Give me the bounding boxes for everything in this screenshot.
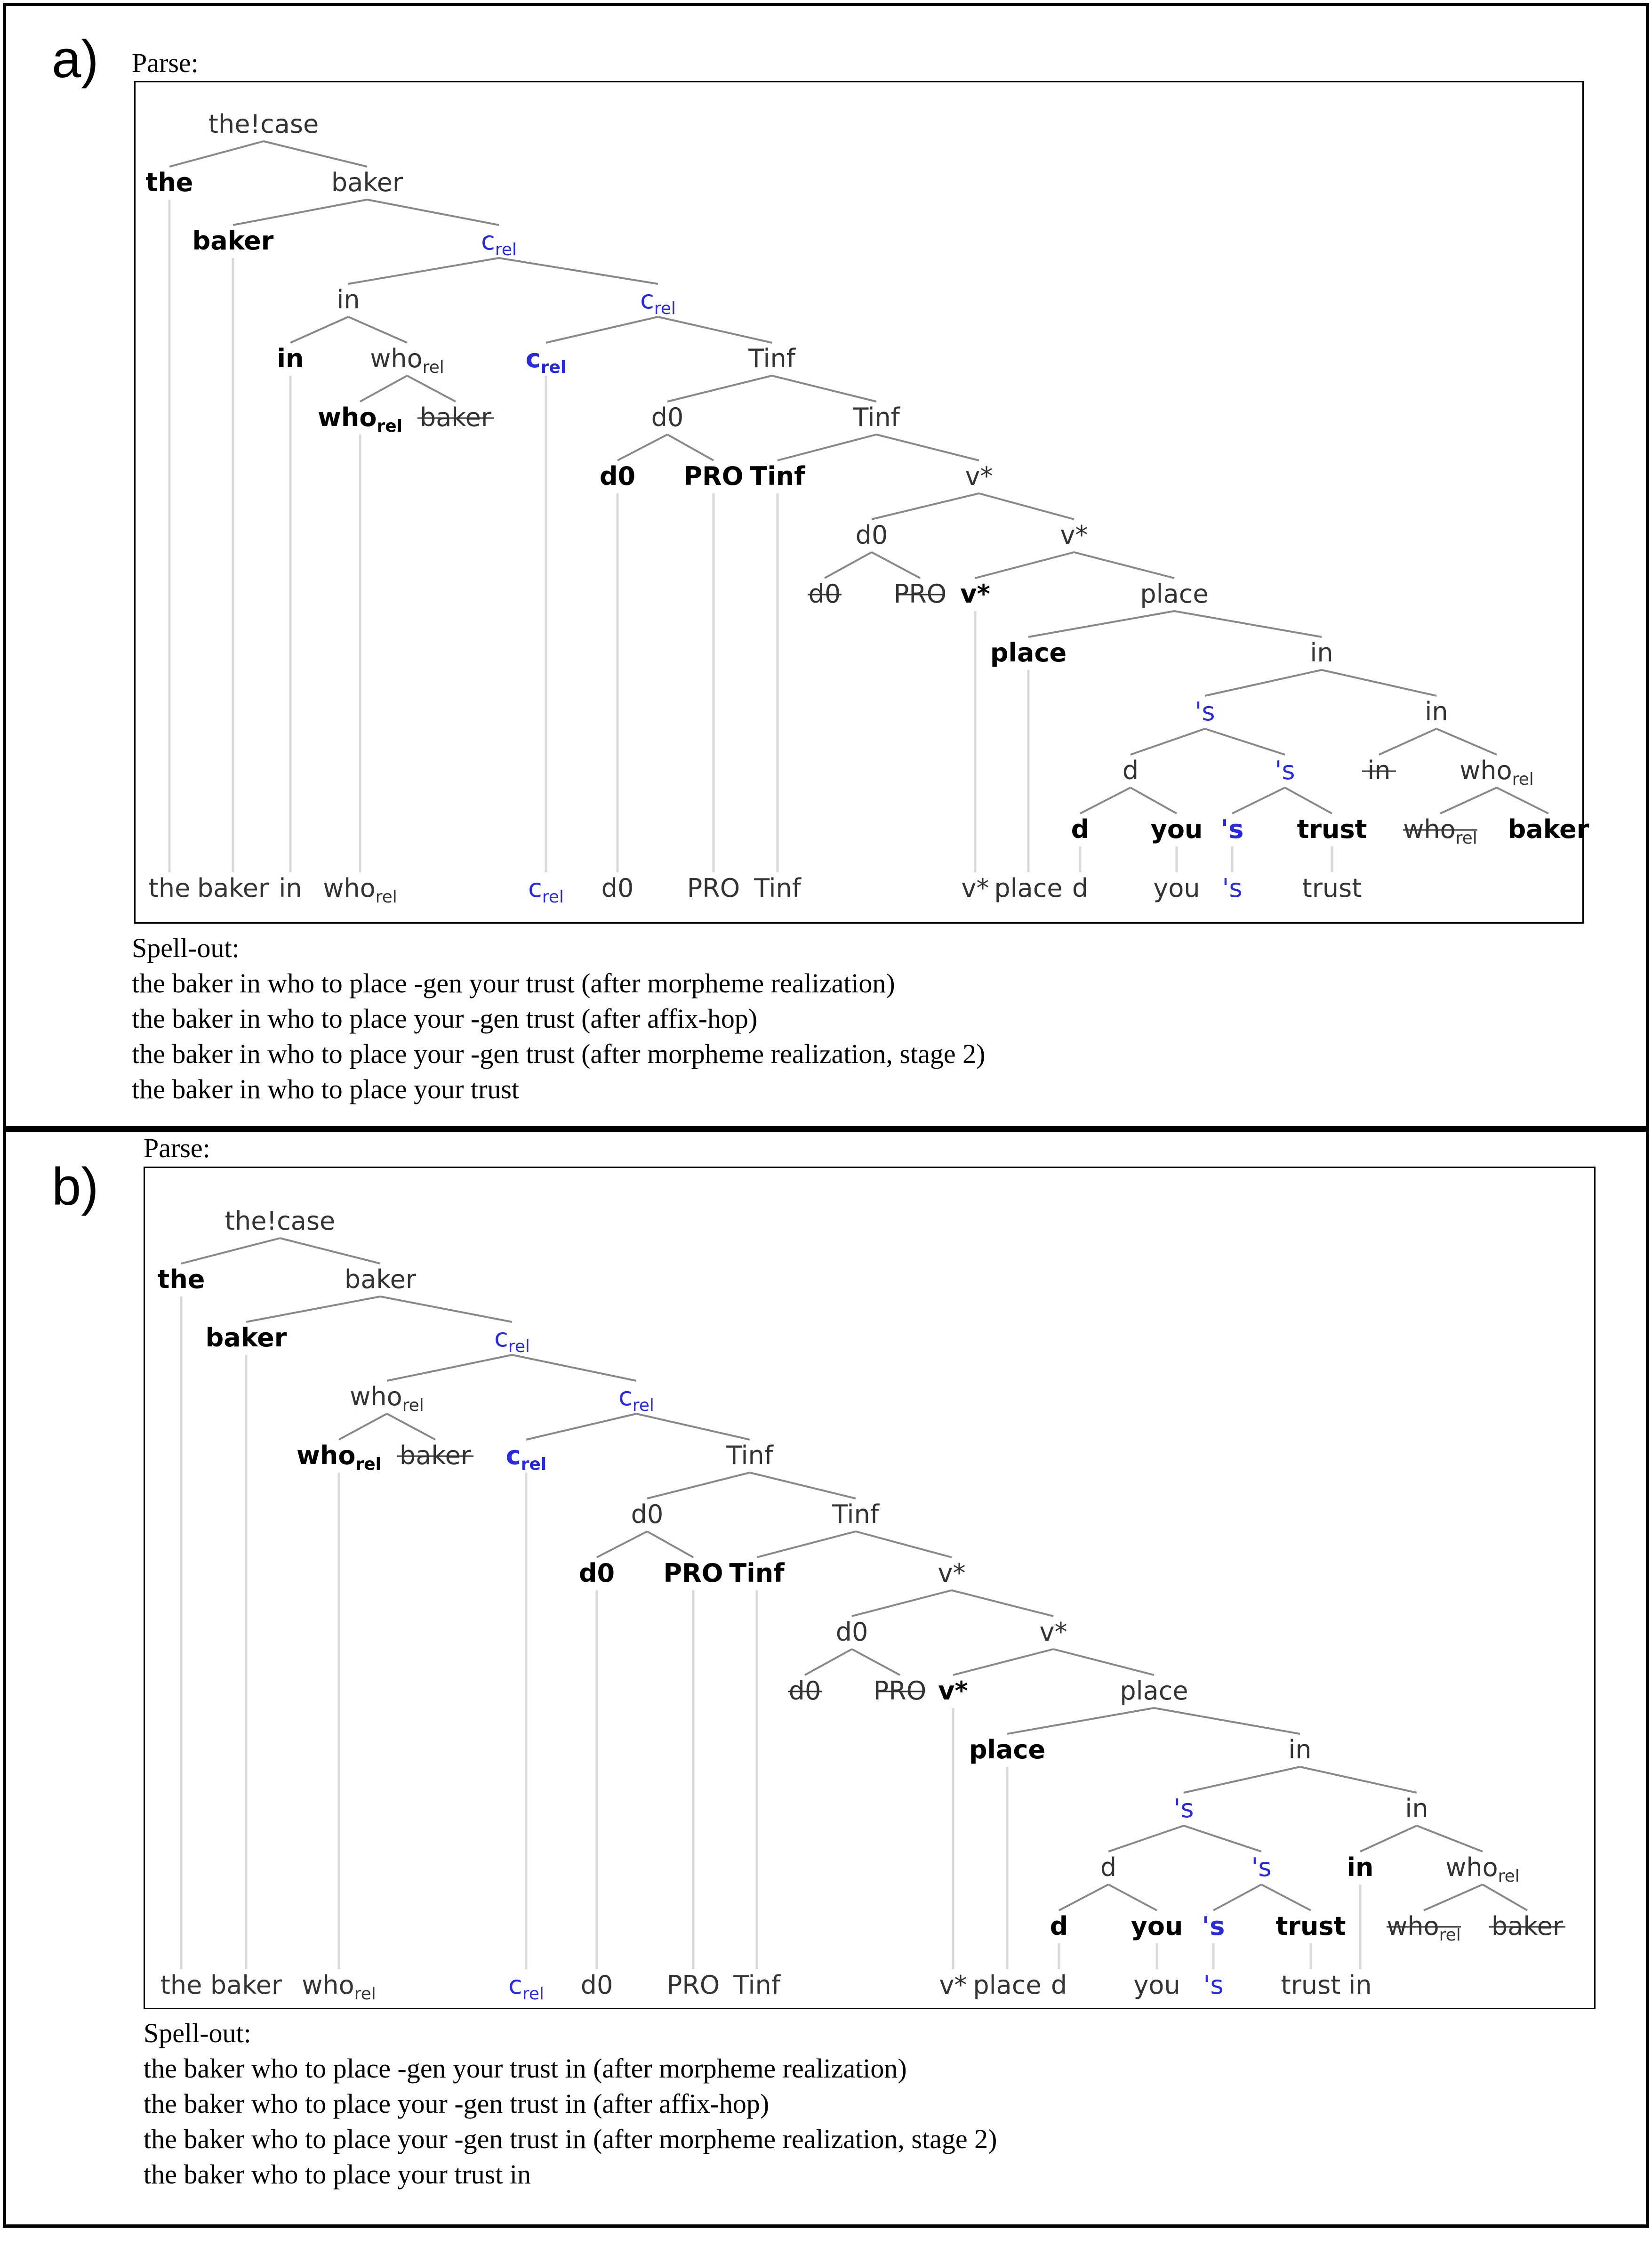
tree-node-pro2 <box>874 1676 927 1706</box>
svg-text:in: in <box>1425 697 1448 726</box>
tree-node-baker2 <box>192 226 274 256</box>
svg-text:baker: baker <box>1491 1911 1564 1941</box>
svg-text:Tinf: Tinf <box>733 1970 780 2000</box>
tree-edge <box>778 435 876 460</box>
tree-node-root <box>209 109 319 139</box>
svg-text:'s: 's <box>1202 1911 1225 1941</box>
tree-edge <box>181 1238 280 1264</box>
tree-node-s1 <box>1195 697 1215 726</box>
panel-b-spellout-line-1: the baker who to place -gen your trust in (after morpheme realization) <box>144 2053 907 2084</box>
svg-text:crel: $c_{rel}$ <box>528 873 564 907</box>
svg-text:place: place <box>973 1970 1042 2000</box>
leaf-l_baker <box>197 873 269 903</box>
tree-node-v1 <box>965 461 993 491</box>
svg-text:the: the <box>145 168 193 197</box>
tree-edge <box>1108 1885 1157 1910</box>
tree-node-d01 <box>631 1499 664 1529</box>
tree-node-bakerS <box>417 403 494 432</box>
tree-node-pro1 <box>683 461 743 491</box>
leaf-l_tinf <box>754 873 802 903</box>
tree-node-tinf2 <box>852 403 901 432</box>
svg-text:whorel: who$_{rel}$ <box>1387 1911 1461 1945</box>
leaf-l_who <box>323 873 397 907</box>
tree-edge <box>617 435 667 460</box>
svg-text:the: the <box>148 873 191 903</box>
tree-node-baker3 <box>1508 814 1589 844</box>
svg-text:trust: trust <box>1281 1970 1341 2000</box>
svg-text:crel: $c_{rel}$ <box>481 226 517 259</box>
leaf-l_baker <box>210 1970 282 2000</box>
tree-node-in1 <box>337 285 360 314</box>
tree-node-in4 <box>1425 697 1448 726</box>
svg-text:d: d <box>1071 814 1090 844</box>
tree-edge <box>852 1649 900 1675</box>
tree-edge <box>872 493 979 519</box>
leaf-l_you <box>1153 873 1200 903</box>
leaf-l_s <box>1222 873 1243 903</box>
tree-edge <box>952 1590 1053 1616</box>
tree-edge <box>953 1649 1053 1675</box>
tree-node-v2 <box>1040 1617 1067 1647</box>
leaf-l_pro <box>687 873 740 903</box>
tree-node-who3 <box>1460 756 1534 789</box>
tree-edge <box>407 376 456 402</box>
tree-edge <box>1322 670 1436 696</box>
tree-node-crel3 <box>506 1441 547 1474</box>
tree-edge <box>264 141 367 167</box>
tree-node-v2 <box>1060 520 1088 550</box>
tree-edge <box>876 435 979 460</box>
tree-edge <box>975 552 1074 578</box>
tree-node-bakerS <box>397 1441 473 1470</box>
svg-text:d0: d0 <box>788 1676 821 1706</box>
tree-edge <box>1059 1885 1108 1910</box>
svg-text:PRO: PRO <box>687 873 740 903</box>
svg-text:place: place <box>1140 579 1209 609</box>
leaf-l_the <box>160 1970 202 2000</box>
tree-node-tinf1 <box>748 344 796 373</box>
panel-b-spellout-label: Spell-out: <box>144 2018 251 2048</box>
tree-edge <box>1497 788 1548 813</box>
tree-edge <box>348 258 499 284</box>
panel-a-spellout-line-4: the baker in who to place your trust <box>132 1074 520 1104</box>
tree-node-d04 <box>808 579 842 609</box>
tree-edge <box>339 1414 387 1440</box>
svg-text:in: in <box>337 285 360 314</box>
svg-text:you: you <box>1133 1970 1180 2000</box>
svg-text:baker: baker <box>192 226 274 256</box>
svg-text:in: in <box>1367 756 1391 785</box>
tree-node-d02 <box>579 1558 615 1588</box>
tree-edge <box>546 317 658 343</box>
tree-edge <box>280 1238 380 1264</box>
tree-edge <box>1285 788 1332 813</box>
tree-node-d04 <box>788 1676 822 1706</box>
svg-text:Tinf: Tinf <box>832 1499 879 1529</box>
svg-text:trust: trust <box>1302 873 1362 903</box>
svg-text:you: you <box>1150 814 1203 844</box>
tree-node-d03 <box>856 520 888 550</box>
tree-edge <box>979 493 1074 519</box>
tree-edge <box>1080 788 1131 813</box>
svg-text:place: place <box>994 873 1063 903</box>
svg-text:baker: baker <box>1508 814 1589 844</box>
tree-node-the <box>146 168 193 197</box>
tree-edge <box>1131 729 1205 755</box>
tree-node-baker1 <box>345 1264 417 1294</box>
svg-text:you: you <box>1131 1911 1183 1941</box>
svg-text:'s: 's <box>1203 1970 1224 2000</box>
tree-edge <box>1436 729 1497 755</box>
tree-edge <box>1213 1885 1261 1910</box>
panel-b-spellout-line-3: the baker who to place your -gen trust in (after morpheme realization, stage 2) <box>144 2124 997 2154</box>
tree-node-trust <box>1297 814 1367 844</box>
tree-node-tinf3 <box>729 1558 785 1588</box>
svg-text:PRO: PRO <box>666 1970 720 2000</box>
svg-text:d0: d0 <box>808 579 841 609</box>
svg-text:Tinf: Tinf <box>750 461 805 491</box>
svg-text:whorel: who$_{rel}$ <box>1403 814 1477 848</box>
tree-node-crel2 <box>640 285 676 318</box>
leaf-l_d <box>1072 873 1088 903</box>
svg-text:the!case: the!case <box>208 109 319 139</box>
tree-edge <box>1174 611 1322 637</box>
tree-node-who1 <box>370 344 444 377</box>
tree-node-the <box>158 1264 205 1294</box>
tree-node-in5 <box>1347 1852 1374 1882</box>
leaf-l_the <box>149 873 191 903</box>
svg-text:Tinf: Tinf <box>726 1441 773 1470</box>
svg-text:d0: d0 <box>580 1970 613 2000</box>
svg-text:place: place <box>1120 1676 1188 1706</box>
tree-node-s2 <box>1251 1852 1272 1882</box>
svg-text:d: d <box>1050 1911 1068 1941</box>
tree-node-place1 <box>1140 579 1208 609</box>
tree-edge <box>658 317 772 343</box>
tree-edge <box>1028 611 1174 637</box>
svg-text:PRO: PRO <box>873 1676 927 1706</box>
svg-text:Tinf: Tinf <box>754 873 801 903</box>
tree-node-place2 <box>990 638 1067 668</box>
leaf-l_you <box>1133 1970 1180 2000</box>
svg-text:d0: d0 <box>651 403 684 432</box>
svg-text:v*: v* <box>939 1970 967 2000</box>
tree-node-s3 <box>1221 814 1244 844</box>
panel-b-spellout-line-2: the baker who to place your -gen trust in (after affix-hop) <box>144 2088 770 2119</box>
tree-edge <box>647 1531 693 1557</box>
svg-text:the: the <box>157 1264 205 1294</box>
svg-text:in: in <box>1288 1735 1312 1764</box>
svg-text:trust: trust <box>1275 1911 1346 1941</box>
leaf-l_s <box>1203 1970 1224 2000</box>
svg-text:PRO: PRO <box>893 579 947 609</box>
svg-text:whorel: who$_{rel}$ <box>297 1441 381 1474</box>
svg-text:v*: v* <box>965 461 993 491</box>
tree-edge <box>1074 552 1174 578</box>
tree-edge <box>872 552 920 578</box>
tree-node-tinf3 <box>750 461 805 491</box>
svg-text:'s: 's <box>1173 1794 1194 1823</box>
svg-text:PRO: PRO <box>683 461 744 491</box>
tree-edge <box>1205 729 1285 755</box>
tree-node-crel1 <box>494 1323 530 1356</box>
tree-edge <box>290 317 348 343</box>
svg-text:PRO: PRO <box>663 1558 723 1588</box>
svg-text:whorel: who$_{rel}$ <box>318 403 402 436</box>
svg-text:d: d <box>1072 873 1089 903</box>
svg-text:whorel: who$_{rel}$ <box>350 1382 424 1415</box>
tree-edge <box>1232 788 1285 813</box>
svg-text:crel: $c_{rel}$ <box>494 1323 530 1356</box>
tree-edge <box>1417 1826 1483 1852</box>
svg-text:baker: baker <box>197 873 269 903</box>
svg-text:crel: $c_{rel}$ <box>640 285 676 318</box>
tree-node-dB <box>1050 1911 1068 1941</box>
tree-node-s1 <box>1174 1794 1194 1823</box>
leaf-l_crel <box>508 1970 544 2004</box>
svg-text:baker: baker <box>399 1441 472 1470</box>
svg-text:in: in <box>1310 638 1333 668</box>
tree-edge <box>512 1355 636 1381</box>
tree-edge <box>387 1414 435 1440</box>
tree-edge <box>597 1531 647 1557</box>
svg-text:whorel: who$_{rel}$ <box>323 873 397 907</box>
tree-edge <box>805 1649 852 1675</box>
tree-node-d01 <box>651 403 684 432</box>
tree-edge <box>1261 1885 1311 1910</box>
tree-node-who1 <box>350 1382 424 1415</box>
tree-edge <box>380 1297 512 1322</box>
tree-node-dB <box>1071 814 1090 844</box>
svg-text:d0: d0 <box>599 461 636 491</box>
svg-text:baker: baker <box>210 1970 282 2000</box>
leaf-l_place <box>994 873 1062 903</box>
tree-edge <box>1360 1826 1417 1852</box>
tree-edge <box>367 200 499 225</box>
leaf-l_crel <box>528 873 564 907</box>
svg-text:whorel: who$_{rel}$ <box>370 344 444 377</box>
tree-node-who4 <box>1403 814 1477 848</box>
tree-edge <box>169 141 264 167</box>
tree-node-d03 <box>836 1617 868 1647</box>
tree-node-s2 <box>1275 756 1295 785</box>
svg-text:d: d <box>1122 756 1139 785</box>
leaf-l_v <box>939 1970 967 2000</box>
svg-text:the!case: the!case <box>225 1206 336 1236</box>
tree-node-crel1 <box>481 226 517 259</box>
tree-edge <box>1184 1826 1261 1852</box>
tree-edge <box>499 258 658 284</box>
tree-edge <box>647 1473 750 1498</box>
leaf-l_trust <box>1302 873 1362 903</box>
svg-text:'s: 's <box>1222 873 1243 903</box>
tree-node-you <box>1151 814 1203 844</box>
tree-edge <box>1205 670 1322 696</box>
tree-node-tinf1 <box>726 1441 774 1470</box>
tree-node-who3 <box>1445 1852 1520 1886</box>
svg-text:v*: v* <box>1039 1617 1067 1647</box>
svg-text:place: place <box>969 1735 1046 1764</box>
tree-edge <box>387 1355 512 1381</box>
tree-node-baker3 <box>1489 1911 1565 1941</box>
leaf-l_pro <box>667 1970 720 2000</box>
svg-text:Tinf: Tinf <box>853 403 900 432</box>
svg-text:place: place <box>990 638 1067 668</box>
tree-node-v3 <box>960 579 990 609</box>
svg-text:v*: v* <box>938 1676 968 1706</box>
tree-edge <box>772 376 876 402</box>
panel-a-spellout-line-3: the baker in who to place your -gen trust (after morpheme realization, stage 2) <box>132 1039 986 1069</box>
svg-text:in: in <box>1348 1970 1372 2000</box>
tree-node-pro2 <box>894 579 947 609</box>
leaf-l_tinf <box>733 1970 781 2000</box>
tree-edge <box>1007 1708 1154 1734</box>
tree-node-in3 <box>1288 1735 1311 1764</box>
svg-text:trust: trust <box>1297 814 1367 844</box>
leaf-l_d0 <box>601 873 634 903</box>
tree-node-crel2 <box>618 1382 654 1415</box>
svg-text:'s: 's <box>1275 756 1295 785</box>
tree-edge <box>1424 1885 1483 1910</box>
leaf-l_place <box>973 1970 1041 2000</box>
tree-node-who2 <box>318 403 402 436</box>
svg-text:in: in <box>279 873 302 903</box>
tree-node-baker2 <box>206 1323 287 1353</box>
svg-text:crel: $c_{rel}$ <box>525 344 567 377</box>
svg-text:v*: v* <box>1060 520 1088 550</box>
svg-text:crel: $c_{rel}$ <box>505 1441 547 1474</box>
svg-text:v*: v* <box>938 1558 966 1588</box>
panel-a-letter: a) <box>52 30 99 89</box>
tree-node-pro1 <box>663 1558 723 1588</box>
svg-text:d: d <box>1051 1970 1067 2000</box>
tree-node-place1 <box>1120 1676 1188 1706</box>
leaf-l_d0 <box>581 1970 613 2000</box>
tree-node-place2 <box>969 1735 1045 1764</box>
tree-node-v3 <box>938 1676 968 1706</box>
tree-node-dn <box>1100 1852 1116 1882</box>
svg-text:d0: d0 <box>601 873 634 903</box>
svg-text:whorel: who$_{rel}$ <box>302 1970 376 2004</box>
svg-text:d0: d0 <box>578 1558 615 1588</box>
tree-node-in3 <box>1310 638 1333 668</box>
tree-edge <box>233 200 367 225</box>
svg-text:baker: baker <box>331 168 403 197</box>
tree-node-you <box>1131 1911 1183 1941</box>
svg-text:v*: v* <box>960 579 990 609</box>
panel-b-letter: b) <box>52 1157 99 1216</box>
tree-edge <box>856 1531 952 1557</box>
tree-edge <box>636 1414 750 1440</box>
tree-node-trust <box>1276 1911 1346 1941</box>
tree-edge <box>825 552 872 578</box>
tree-edge <box>360 376 407 402</box>
leaf-l_trust <box>1281 1970 1341 2000</box>
tree-node-tinf2 <box>832 1499 880 1529</box>
tree-edge <box>667 376 772 402</box>
svg-text:in: in <box>277 344 304 373</box>
tree-edge <box>1131 788 1177 813</box>
svg-text:Tinf: Tinf <box>748 344 795 373</box>
svg-text:you: you <box>1153 873 1200 903</box>
svg-text:Tinf: Tinf <box>729 1558 785 1588</box>
tree-edge <box>1053 1649 1154 1675</box>
tree-edge <box>348 317 407 343</box>
tree-node-in4 <box>1405 1794 1428 1823</box>
tree-edge <box>757 1531 856 1557</box>
svg-text:'s: 's <box>1251 1852 1272 1882</box>
tree-edge <box>1440 788 1497 813</box>
tree-edge <box>1154 1708 1300 1734</box>
svg-text:'s: 's <box>1220 814 1244 844</box>
tree-edge <box>1483 1885 1527 1910</box>
svg-text:crel: $c_{rel}$ <box>618 1382 654 1415</box>
leaf-l_in <box>279 873 302 903</box>
svg-text:the: the <box>160 1970 202 2000</box>
tree-edge <box>1184 1767 1300 1793</box>
svg-text:whorel: who$_{rel}$ <box>1445 1852 1520 1886</box>
tree-edge <box>246 1297 380 1322</box>
svg-text:d0: d0 <box>855 520 888 550</box>
leaf-l_v <box>962 873 989 903</box>
svg-text:baker: baker <box>419 403 492 432</box>
tree-edge <box>1300 1767 1417 1793</box>
leaf-l_who <box>302 1970 376 2004</box>
svg-text:in: in <box>1347 1852 1374 1882</box>
panel-b-parse-tree <box>0 1125 1652 2255</box>
panel-a-spellout-line-1: the baker in who to place -gen your trust (after morpheme realization) <box>132 968 895 999</box>
svg-text:baker: baker <box>205 1323 287 1353</box>
tree-edge <box>1108 1826 1184 1852</box>
svg-text:v*: v* <box>961 873 989 903</box>
leaf-l_d <box>1051 1970 1067 2000</box>
panel-a-spellout-label: Spell-out: <box>132 933 240 963</box>
tree-node-who2 <box>297 1441 381 1474</box>
tree-edge <box>852 1590 952 1616</box>
leaf-l_in <box>1348 1970 1371 2000</box>
tree-node-who4 <box>1387 1911 1461 1945</box>
tree-node-in2 <box>277 344 304 373</box>
tree-edge <box>1379 729 1436 755</box>
panel-a-spellout-line-2: the baker in who to place your -gen trust (after affix-hop) <box>132 1003 758 1034</box>
tree-edge <box>526 1414 636 1440</box>
tree-node-root <box>225 1206 335 1236</box>
tree-node-dn <box>1123 756 1139 785</box>
tree-edge <box>667 435 714 460</box>
tree-node-s3 <box>1202 1911 1225 1941</box>
svg-text:d0: d0 <box>631 1499 664 1529</box>
panel-b-parse-label: Parse: <box>144 1133 210 1163</box>
tree-node-in5 <box>1362 756 1396 785</box>
tree-edge <box>750 1473 856 1498</box>
svg-text:in: in <box>1405 1794 1428 1823</box>
panel-a-parse-label: Parse: <box>132 48 199 78</box>
svg-text:d: d <box>1100 1852 1117 1882</box>
panel-b-spellout-line-4: the baker who to place your trust in <box>144 2159 531 2190</box>
tree-node-v1 <box>938 1558 966 1588</box>
svg-text:baker: baker <box>344 1264 417 1294</box>
svg-text:whorel: who$_{rel}$ <box>1460 756 1534 789</box>
svg-text:d0: d0 <box>835 1617 868 1647</box>
svg-text:crel: $c_{rel}$ <box>508 1970 544 2004</box>
tree-node-baker1 <box>331 168 403 197</box>
svg-text:'s: 's <box>1195 697 1215 726</box>
tree-node-crel3 <box>526 344 567 377</box>
tree-node-d02 <box>600 461 635 491</box>
